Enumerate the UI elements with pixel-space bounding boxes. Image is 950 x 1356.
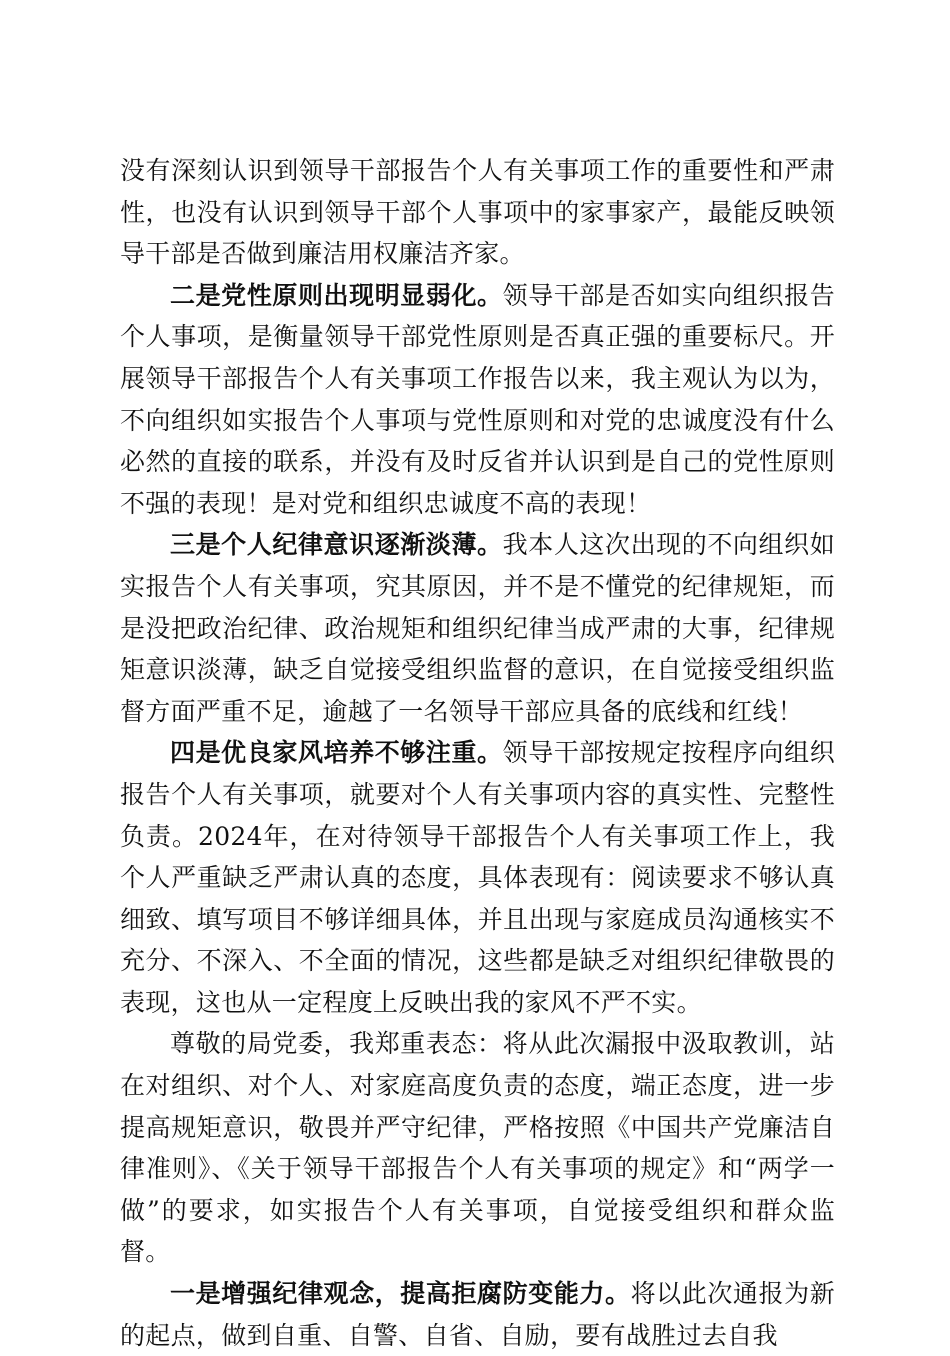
paragraph-1-text: 没有深刻认识到领导干部报告个人有关事项工作的重要性和严肃性，也没有认识到领导干部个人事项中的家事家产，最能反映领导干部是否做到廉洁用权廉洁齐家。 (120, 156, 835, 269)
paragraph-3-heading: 三是个人纪律意识逐渐淡薄。 (170, 530, 503, 560)
paragraph-3 (120, 524, 835, 732)
paragraph-4-heading: 四是优良家风培养不够注重。 (170, 738, 503, 768)
paragraph-5-text: 尊敬的局党委，我郑重表态：将从此次漏报中汲取教训，站在对组织、对个人、对家庭高度负责的态度，端正态度，进一步提高规矩意识，敬畏并严守纪律，严格按照《中国共产党廉洁自律准则》、《关于领导干部报告个人有关事项的规定》和“两学一做”的要求，如实报告个人有关事项，自觉接受组织和群众监督。 (120, 1029, 835, 1267)
paragraph-2-text: 领导干部是否如实向组织报告个人事项，是衡量领导干部党性原则是否真正强的重要标尺。开展领导干部报告个人有关事项工作报告以来，我主观认为以为，不向组织如实报告个人事项与党性原则和对党的忠诚度没有什么必然的直接的联系，并没有及时反省并认识到是自己的党性原则不强的表现！是对党和组织忠诚度不高的表现！ (120, 280, 835, 518)
paragraph-1 (120, 150, 835, 275)
document-body (120, 150, 835, 1356)
paragraph-4-text: 领导干部按规定按程序向组织报告个人有关事项，就要对个人有关事项内容的真实性、完整性负责。2024年，在对待领导干部报告个人有关事项工作上，我个人严重缺乏严肃认真的态度，具体表现有：阅读要求不够认真细致、填写项目不够详细具体，并且出现与家庭成员沟通核实不充分、不深入、不全面的情况，这些都是缺乏对组织纪律敬畏的表现，这也从一定程度上反映出我的家风不严不实。 (120, 738, 835, 1017)
paragraph-3-text: 我本人这次出现的不向组织如实报告个人有关事项，究其原因，并不是不懂党的纪律规矩，而是没把政治纪律、政治规矩和组织纪律当成严肃的大事，纪律规矩意识淡薄，缺乏自觉接受组织监督的意识，在自觉接受组织监督方面严重不足，逾越了一名领导干部应具备的底线和红线！ (120, 530, 835, 726)
paragraph-5 (120, 1023, 835, 1273)
paragraph-6-heading: 一是增强纪律观念，提高拒腐防变能力。 (170, 1279, 631, 1309)
paragraph-2 (120, 275, 835, 525)
paragraph-4 (120, 732, 835, 1023)
paragraph-6-text: 将以此次通报为新的起点，做到自重、自警、自省、自励，要有战胜过去自我 (120, 1279, 835, 1350)
paragraph-2-heading: 二是党性原则出现明显弱化。 (170, 280, 503, 310)
